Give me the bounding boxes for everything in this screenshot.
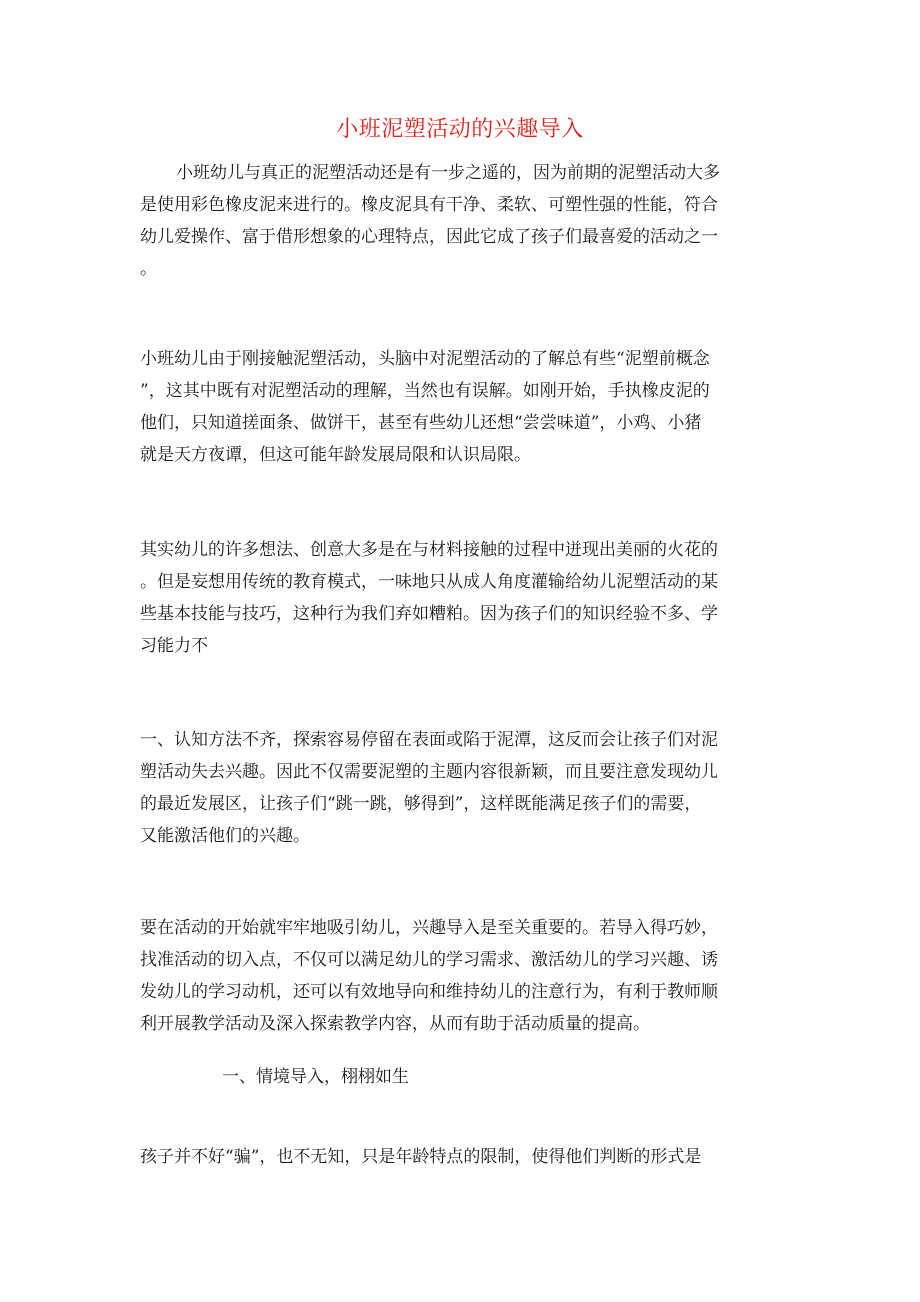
section-heading (140, 1061, 780, 1093)
section-heading-text: 一、情境导入，栩栩如生 (222, 1067, 409, 1087)
paragraph-line: 。但是妄想用传统的教育模式，一味地只从成人角度灌输给幼儿泥塑活动的某 (140, 572, 718, 592)
paragraph-4 (140, 724, 780, 852)
paragraph-line: 。 (140, 259, 157, 279)
paragraph-line: 的最近发展区，让孩子们“跳一跳，够得到”，这样既能满足孩子们的需要， (140, 794, 702, 814)
paragraph-line: 些基本技能与技巧，这种行为我们弃如糟粕。因为孩子们的知识经验不多、学 (140, 604, 718, 624)
paragraph-6 (140, 1141, 780, 1173)
paragraph-line: 习能力不 (140, 636, 208, 656)
paragraph-line: 幼儿爱操作、富于借形想象的心理特点，因此它成了孩子们最喜爱的活动之一 (140, 227, 718, 247)
paragraph-line: 又能激活他们的兴趣。 (140, 826, 310, 846)
paragraph-line: 就是天方夜谭，但这可能年龄发展局限和认识局限。 (140, 445, 531, 465)
paragraph-line: 发幼儿的学习动机，还可以有效地导向和维持幼儿的注意行为，有利于教师顺 (140, 982, 718, 1002)
paragraph-line: 小班幼儿与真正的泥塑活动还是有一步之遥的，因为前期的泥塑活动大多 (176, 163, 720, 183)
paragraph-3 (140, 534, 780, 662)
paragraph-5 (140, 912, 780, 1040)
paragraph-line: 找准活动的切入点，不仅可以满足幼儿的学习需求、激活幼儿的学习兴趣、诱 (140, 950, 718, 970)
paragraph-line: ”，这其中既有对泥塑活动的理解，当然也有误解。如刚开始，手执橡皮泥的 (140, 381, 710, 401)
paragraph-line: 要在活动的开始就牢牢地吸引幼儿，兴趣导入是至关重要的。若导入得巧妙， (140, 918, 718, 938)
document-title: 小班泥塑活动的兴趣导入 (336, 117, 584, 142)
paragraph-line: 一、认知方法不齐，探索容易停留在表面或陷于泥潭，这反而会让孩子们对泥 (140, 730, 718, 750)
paragraph-2 (140, 343, 780, 471)
paragraph-line: 孩子并不好“骗”，也不无知，只是年龄特点的限制，使得他们判断的形式是 (140, 1147, 702, 1167)
paragraph-1 (140, 157, 780, 285)
paragraph-line: 塑活动失去兴趣。因此不仅需要泥塑的主题内容很新颖，而且要注意发现幼儿 (140, 762, 718, 782)
paragraph-line: 小班幼儿由于刚接触泥塑活动，头脑中对泥塑活动的了解总有些“泥塑前概念 (140, 349, 710, 369)
paragraph-line: 是使用彩色橡皮泥来进行的。橡皮泥具有干净、柔软、可塑性强的性能，符合 (140, 195, 718, 215)
paragraph-line: 他们，只知道搓面条、做饼干，甚至有些幼儿还想“尝尝味道”，小鸡、小猪 (140, 413, 702, 433)
paragraph-line: 其实幼儿的许多想法、创意大多是在与材料接触的过程中迸现出美丽的火花的 (140, 540, 718, 560)
paragraph-line: 利开展教学活动及深入探索教学内容，从而有助于活动质量的提高。 (140, 1014, 650, 1034)
